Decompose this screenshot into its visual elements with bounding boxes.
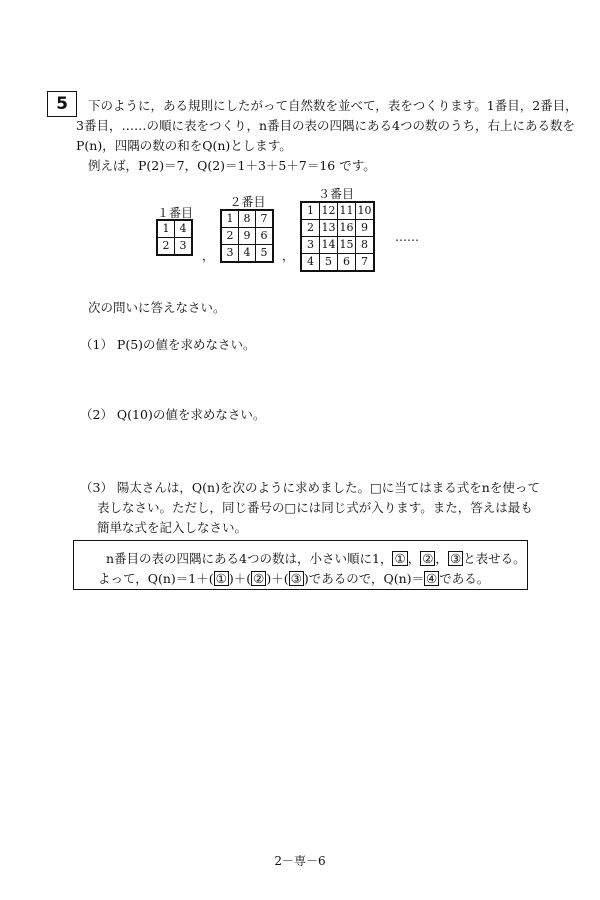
- blank-box-1: ①: [215, 571, 227, 586]
- table-cell: 4: [301, 254, 320, 272]
- sub-question-3-line-3: 簡単な式を記入しなさい。: [97, 520, 248, 535]
- answer-text: よって，Q(n)＝1＋(: [98, 571, 214, 586]
- instruction: 次の問いに答えなさい。: [88, 300, 226, 315]
- table-1: [156, 219, 193, 256]
- table-cell: 2: [157, 238, 175, 256]
- table-cell: 6: [256, 228, 274, 245]
- blank-box-1: ①: [394, 551, 406, 566]
- answer-text: ，: [407, 551, 421, 566]
- table-cell: 1: [301, 202, 320, 220]
- table-cell: 4: [239, 245, 256, 263]
- table-cell: 2: [221, 228, 239, 245]
- answer-text: )＋(: [266, 571, 289, 586]
- blank-box-3: ③: [449, 551, 462, 566]
- intro-line-3: P(n)，四隅の数の和をQ(n)とします。: [76, 138, 292, 153]
- answer-text: ，: [435, 551, 448, 566]
- ellipsis: ……: [395, 230, 419, 244]
- blank-box-3: ③: [290, 571, 302, 586]
- table-cell: 3: [301, 237, 320, 254]
- answer-text: である。: [439, 571, 490, 586]
- table-cell: 3: [175, 238, 193, 256]
- answer-box: [73, 540, 528, 590]
- answer-text: )＋(: [228, 571, 252, 586]
- example-line: 例えば，P(2)＝7，Q(2)＝1＋3＋5＋7＝16 です。: [88, 158, 376, 173]
- table-cell: 9: [239, 228, 256, 245]
- table-cell: 10: [356, 202, 375, 220]
- sub-question-3-line-2: 表しなさい。ただし，同じ番号の□には同じ式が入ります。また，答えは最も: [97, 500, 533, 515]
- blank-box-2: ②: [422, 551, 434, 566]
- intro-line-2: 3番目，……の順に表をつくり，n番目の表の四隅にある4つの数のうち，右上にある数を: [76, 118, 575, 133]
- sub-question-3-line-1: （3） 陽太さんは，Q(n)を次のように求めました。□に当てはまる式をnを使って: [80, 480, 540, 495]
- table-cell: 7: [256, 210, 274, 228]
- table-cell: 7: [356, 254, 375, 272]
- table-cell: 16: [338, 220, 356, 237]
- sub-question-2: （2） Q(10)の値を求めなさい。: [80, 407, 266, 422]
- table-cell: 1: [221, 210, 239, 228]
- table-cell: 12: [320, 202, 338, 220]
- table-cell: 15: [338, 237, 356, 254]
- table-cell: 11: [338, 202, 356, 220]
- blank-box-4: ④: [426, 571, 438, 586]
- table-cell: 5: [256, 245, 274, 263]
- table-cell: 8: [356, 237, 375, 254]
- table-cell: 14: [320, 237, 338, 254]
- table-cell: 3: [221, 245, 239, 263]
- page-footer: 2－専－6: [274, 854, 326, 868]
- blank-box-2: ②: [253, 571, 265, 586]
- question-number: 5: [47, 91, 77, 117]
- table-cell: 13: [320, 220, 338, 237]
- answer-line-1: [106, 549, 526, 567]
- table-1-label: １番目: [156, 206, 193, 220]
- table-3-label: ３番目: [317, 187, 354, 201]
- table-cell: 9: [356, 220, 375, 237]
- table-2: [220, 209, 274, 263]
- table-cell: 2: [301, 220, 320, 237]
- table-cell: 8: [239, 210, 256, 228]
- table-cell: 6: [338, 254, 356, 272]
- table-cell: 5: [320, 254, 338, 272]
- answer-text: )であるので，Q(n)＝: [303, 571, 425, 586]
- table-cell: 1: [157, 220, 175, 238]
- sub-question-1: （1） P(5)の値を求めなさい。: [80, 337, 256, 352]
- table-2-label: ２番目: [229, 195, 266, 209]
- intro-line-1: 下のように，ある規則にしたがって自然数を並べて，表をつくります。1番目，2番目，: [88, 98, 578, 113]
- table-cell: 4: [175, 220, 193, 238]
- separator-comma-1: ，: [202, 249, 215, 263]
- separator-comma-2: ，: [282, 249, 295, 263]
- answer-text: n番目の表の四隅にある4つの数は，小さい順に1，: [106, 551, 393, 566]
- answer-text: と表せる。: [463, 551, 526, 566]
- answer-line-2: [98, 569, 489, 587]
- table-3: [300, 201, 375, 272]
